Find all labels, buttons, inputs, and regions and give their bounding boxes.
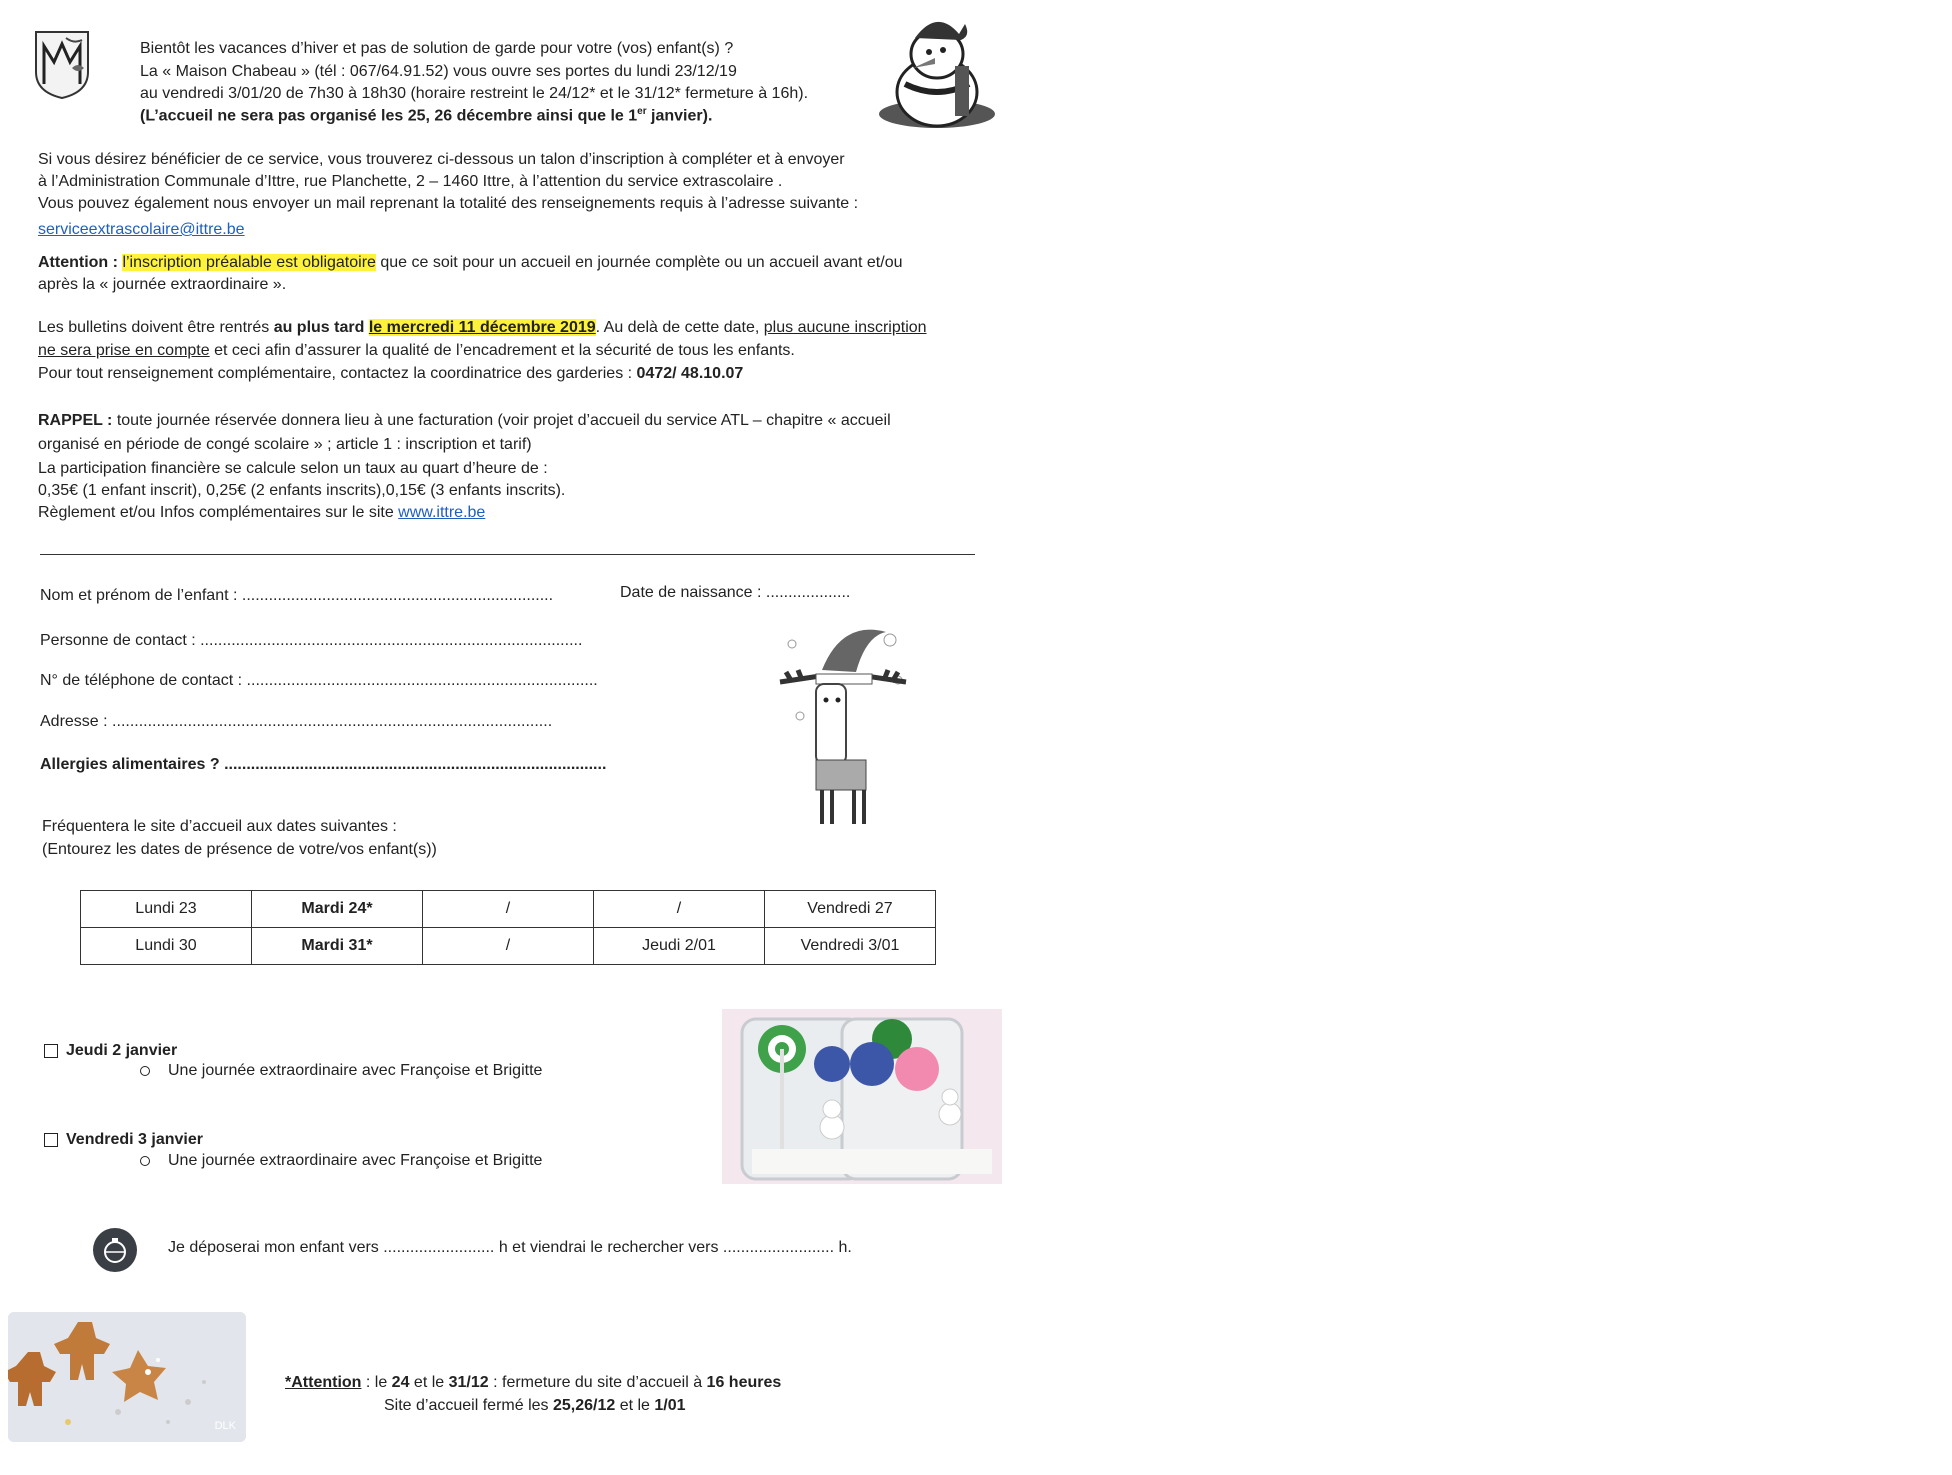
address-dots: ................................................................................................... [112, 713, 553, 730]
rappel-line-4: 0,35€ (1 enfant inscrit), 0,25€ (2 enfants inscrits),0,15€ (3 enfants inscrits). [38, 482, 566, 499]
rappel-site-text: Règlement et/ou Infos complémentaires sur le site [38, 504, 399, 521]
municipal-crest-logo [32, 28, 92, 100]
rappel-label: RAPPEL : [38, 412, 113, 429]
bulletins-deadline-prefix: au plus tard [273, 319, 365, 336]
bulletins-line-3 [38, 363, 743, 385]
coordinator-phone: 0472/ 48.10.07 [636, 365, 744, 382]
footer-closed-jan: 1/01 [654, 1397, 686, 1414]
pick-up-time-dots: ......................... [722, 1239, 835, 1256]
photo-caption: DLK [214, 1420, 236, 1433]
footer-date-24: 24 [391, 1374, 410, 1391]
child-name-label: Nom et prénom de l’enfant : [40, 587, 238, 604]
allergies-label: Allergies alimentaires ? [40, 756, 220, 773]
special-day-2-activity [140, 1150, 542, 1172]
bulletins-line-2-rest: et ceci afin d’assurer la qualité de l’encadrement et la sécurité de tous les enfants. [209, 342, 795, 359]
date-cell[interactable]: Mardi 24* [252, 891, 423, 928]
footer-text-b: et le [409, 1374, 449, 1391]
address-label: Adresse : [40, 713, 108, 730]
address-field[interactable] [40, 711, 552, 733]
drop-off-text-a: Je déposerai mon enfant vers [168, 1239, 384, 1256]
intro-line-4-a: (L’accueil ne sera pas organisé les 25, 26 décembre ainsi que le 1 [140, 107, 638, 125]
attention-line-1 [38, 252, 903, 274]
birth-date-dots: ................... [765, 584, 851, 601]
checkbox-icon[interactable] [44, 1044, 58, 1058]
footer-text-c: : fermeture du site d’accueil à [488, 1374, 707, 1391]
attention-rest: que ce soit pour un accueil en journée complète ou un accueil avant et/ou [375, 254, 903, 271]
child-name-field[interactable] [40, 585, 553, 607]
rappel-line-1-text: toute journée réservée donnera lieu à une facturation (voir projet d’accueil du service ATL – chapitre « accueil [112, 412, 891, 429]
date-cell[interactable]: Mardi 31* [252, 928, 423, 965]
birth-date-label: Date de naissance : [620, 584, 762, 601]
footer-attention-label: *Attention [285, 1374, 362, 1391]
footer-closed-dates: 25,26/12 [552, 1397, 616, 1414]
snowman-illustration [875, 14, 1000, 134]
bulletins-contact-text: Pour tout renseignement complémentaire, contactez la coordinatrice des garderies : [38, 365, 637, 382]
date-cell[interactable]: Vendredi 27 [765, 891, 936, 928]
drop-off-text-b: h et viendrai le rechercher vers [494, 1239, 723, 1256]
date-cell[interactable]: / [423, 928, 594, 965]
footer-date-31: 31/12 [448, 1374, 489, 1391]
dates-row [81, 891, 936, 928]
drop-off-text-c: h. [834, 1239, 852, 1256]
attention-highlight: l’inscription préalable est obligatoire [122, 254, 376, 271]
attention-line-2: après la « journée extraordinaire ». [38, 276, 287, 293]
rappel-line-5 [38, 502, 485, 524]
allergies-dots: ...................................................................................... [224, 756, 607, 773]
footer-line-1 [285, 1372, 781, 1394]
drop-off-line[interactable] [168, 1237, 852, 1259]
bulletins-d: . Au delà de cette date, [595, 319, 764, 336]
service-line-3: Vous pouvez également nous envoyer un mail reprenant la totalité des renseignements requis à l’adresse suivante : [38, 195, 859, 212]
form-divider [40, 554, 975, 555]
dates-intro-line-1: Fréquentera le site d’accueil aux dates suivantes : [42, 818, 397, 835]
ornament-icon [92, 1227, 138, 1273]
special-day-2[interactable] [44, 1129, 203, 1151]
bulletins-line-1 [38, 317, 927, 339]
contact-phone-label: N° de téléphone de contact : [40, 672, 243, 689]
dates-table-wrapper [80, 890, 936, 965]
special-day-1-label: Jeudi 2 janvier [66, 1042, 178, 1059]
date-cell[interactable]: Lundi 23 [81, 891, 252, 928]
date-cell[interactable]: / [423, 891, 594, 928]
special-day-1-activity [140, 1060, 542, 1082]
special-day-2-label: Vendredi 3 janvier [66, 1131, 203, 1148]
date-cell[interactable]: Vendredi 3/01 [765, 928, 936, 965]
footer-closed-text: Site d’accueil fermé les [384, 1397, 553, 1414]
bulletins-no-registration: plus aucune inscription [763, 319, 927, 336]
contact-phone-dots: ............................................................................... [246, 672, 598, 689]
gingerbread-cookies-photo [8, 1312, 246, 1442]
bullet-icon [140, 1066, 150, 1076]
contact-person-field[interactable] [40, 630, 582, 652]
bulletins-not-accepted: ne sera prise en compte [38, 342, 210, 359]
reindeer-illustration [772, 620, 917, 835]
date-cell[interactable]: Jeudi 2/01 [594, 928, 765, 965]
service-line-1: Si vous désirez bénéficier de ce service, vous trouverez ci-dessous un talon d’inscription à compléter et à envoyer [38, 151, 845, 168]
intro-line-1: Bientôt les vacances d’hiver et pas de solution de garde pour votre (vos) enfant(s) ? [140, 40, 734, 57]
contact-person-label: Personne de contact : [40, 632, 196, 649]
special-day-1[interactable] [44, 1040, 177, 1062]
footer-text-a: : le [361, 1374, 392, 1391]
footer-text-and: et le [615, 1397, 655, 1414]
date-cell[interactable]: / [594, 891, 765, 928]
special-day-1-activity-text: Une journée extraordinaire avec Françoise et Brigitte [168, 1062, 543, 1079]
rappel-line-2: organisé en période de congé scolaire » ; article 1 : inscription et tarif) [38, 436, 532, 453]
intro-line-2: La « Maison Chabeau » (tél : 067/64.91.52) vous ouvre ses portes du lundi 23/12/19 [140, 63, 737, 80]
footer-line-2 [384, 1395, 686, 1417]
footer-closing-hour: 16 heures [706, 1374, 782, 1391]
ittre-site-link[interactable]: www.ittre.be [398, 504, 486, 521]
service-email-link[interactable]: serviceextrascolaire@ittre.be [38, 221, 245, 238]
rappel-line-3: La participation financière se calcule selon un taux au quart d’heure de : [38, 460, 548, 477]
rappel-line-1 [38, 410, 891, 432]
drop-off-time-dots: ......................... [383, 1239, 495, 1256]
bulletins-line-2 [38, 340, 795, 362]
intro-line-4 [140, 105, 712, 127]
child-name-dots: ...................................................................... [241, 587, 554, 604]
contact-phone-field[interactable] [40, 670, 598, 692]
allergies-field[interactable] [40, 754, 606, 776]
snow-globe-jars-photo [722, 1009, 1002, 1184]
date-cell[interactable]: Lundi 30 [81, 928, 252, 965]
intro-line-3: au vendredi 3/01/20 de 7h30 à 18h30 (horaire restreint le 24/12* et le 31/12* fermeture à 16h). [140, 85, 809, 102]
bullet-icon [140, 1156, 150, 1166]
attention-label: Attention : [38, 254, 118, 271]
contact-person-dots: ...................................................................................... [200, 632, 583, 649]
dates-row [81, 928, 936, 965]
service-line-2: à l’Administration Communale d’Ittre, rue Planchette, 2 – 1460 Ittre, à l’attention du service extrascolaire . [38, 173, 783, 190]
dates-intro-line-2: (Entourez les dates de présence de votre/vos enfant(s)) [42, 841, 437, 858]
special-day-2-activity-text: Une journée extraordinaire avec Françoise et Brigitte [168, 1152, 543, 1169]
intro-line-4-b: janvier). [646, 107, 713, 125]
birth-date-field[interactable] [620, 582, 850, 604]
intro-line-4-sup: er [637, 106, 647, 117]
checkbox-icon[interactable] [44, 1133, 58, 1147]
bulletins-deadline: le mercredi 11 décembre 2019 [368, 319, 596, 336]
dates-table [80, 890, 936, 965]
bulletins-a: Les bulletins doivent être rentrés [38, 319, 274, 336]
